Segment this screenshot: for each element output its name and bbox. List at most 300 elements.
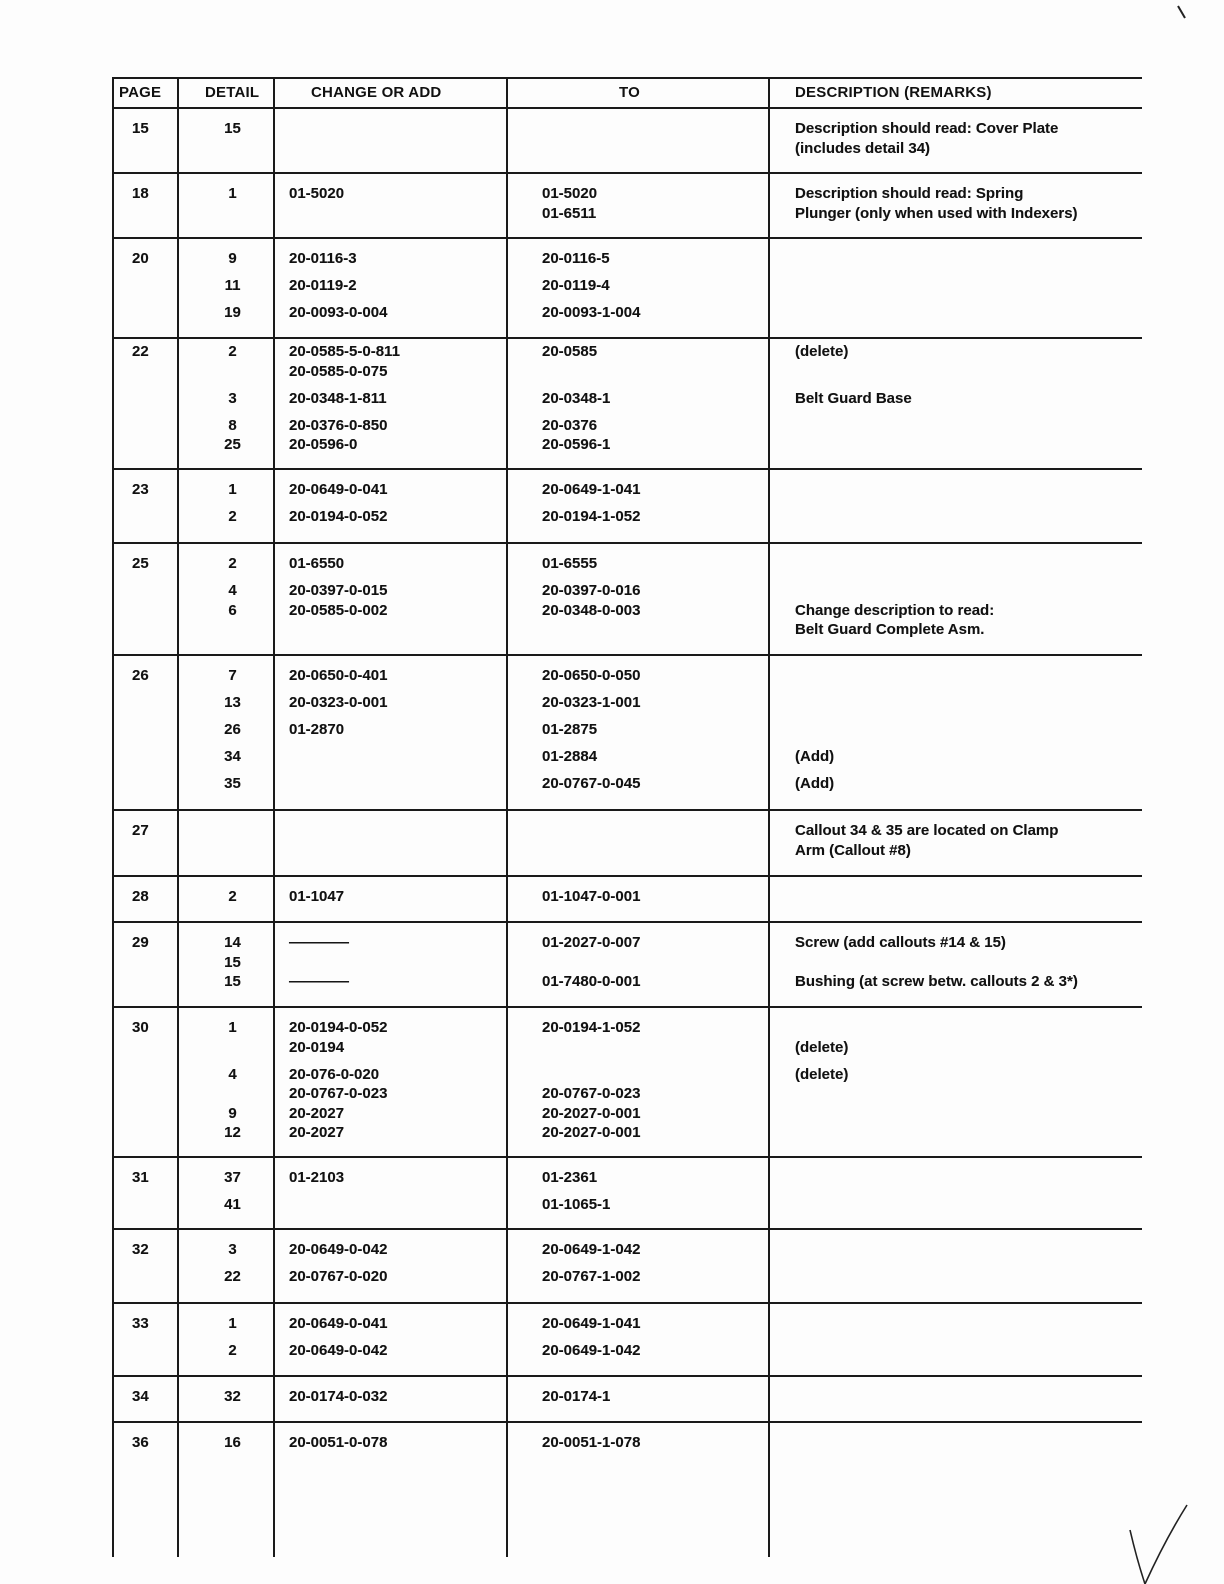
desc-text: Plunger (only when used with Indexers) [795, 204, 1078, 222]
detail-text: 12 [224, 1124, 241, 1141]
page-number: 31 [132, 1169, 149, 1186]
page-cell [112, 249, 177, 269]
detail-text: 3 [228, 1241, 237, 1258]
page-cell [112, 1433, 177, 1453]
change-cell [274, 1314, 507, 1334]
detail-cell [177, 1195, 274, 1215]
page-cell [112, 1314, 177, 1334]
scan-mark-icon [1176, 4, 1188, 20]
to-text: 20-0376 [542, 416, 598, 434]
to-text: 20-2027-0-001 [542, 1104, 641, 1122]
section-divider [112, 1375, 1142, 1377]
change-text: 20-0194-0-052 [289, 1019, 388, 1036]
desc-cell [769, 821, 1140, 860]
desc-cell [769, 1387, 1140, 1407]
page-cell [112, 1387, 177, 1407]
to-text: 20-0767-1-002 [542, 1268, 641, 1285]
page-cell [112, 933, 177, 992]
table-row [112, 774, 1142, 794]
to-cell [507, 1240, 769, 1260]
column-divider [177, 78, 179, 1557]
desc-cell [769, 1267, 1140, 1287]
page-number: 32 [132, 1241, 149, 1258]
page-number: 15 [132, 120, 149, 137]
section-divider [112, 1156, 1142, 1158]
desc-cell [769, 581, 1140, 640]
desc-cell [769, 507, 1140, 527]
to-cell [507, 1195, 769, 1215]
change-text: 20-2027 [289, 1104, 345, 1122]
page-number: 36 [132, 1434, 149, 1451]
page-number: 28 [132, 888, 149, 905]
detail-text: 11 [224, 277, 241, 294]
desc-text: (delete) [795, 1038, 849, 1056]
change-text: 20-0051-0-078 [289, 1434, 388, 1451]
header-detail: DETAIL [205, 84, 260, 101]
desc-cell [769, 1195, 1140, 1215]
detail-cell [177, 774, 274, 794]
table-row [112, 1341, 1142, 1361]
change-cell [274, 774, 507, 794]
change-text: 01-2870 [289, 721, 345, 738]
change-text: 20-0649-0-042 [289, 1241, 388, 1258]
change-text: 20-0348-1-811 [289, 389, 387, 407]
change-text: 20-0119-2 [289, 277, 357, 294]
desc-cell [769, 720, 1140, 740]
desc-text [795, 581, 1140, 601]
detail-text: 13 [224, 694, 241, 711]
table-row [112, 276, 1142, 296]
table-section-page-36 [112, 1422, 1142, 1557]
detail-cell [177, 480, 274, 500]
detail-text: 2 [228, 888, 237, 905]
section-divider [112, 1421, 1142, 1423]
to-text: 20-0348-0-003 [542, 601, 641, 619]
desc-text: Belt Guard Complete Asm. [795, 621, 985, 638]
desc-text: Bushing (at screw betw. callouts 2 & 3*) [795, 973, 1078, 990]
table-section-page-26 [112, 655, 1142, 810]
page-number: 23 [132, 481, 149, 498]
page-cell [112, 119, 177, 158]
page-cell [112, 389, 177, 409]
detail-text: 1 [228, 1315, 237, 1332]
page-cell [112, 720, 177, 740]
table-row [112, 720, 1142, 740]
change-text: 20-0596-0 [289, 436, 358, 453]
section-divider [112, 468, 1142, 470]
detail-text: 4 [228, 582, 237, 599]
table-section-page-30 [112, 1007, 1142, 1157]
page-cell [112, 507, 177, 527]
detail-text: 2 [228, 343, 237, 360]
desc-text: Change description to read: [795, 601, 995, 619]
change-cell [274, 554, 507, 574]
detail-cell [177, 554, 274, 574]
detail-text: 1 [228, 185, 237, 202]
desc-cell [769, 416, 1140, 455]
detail-cell [177, 887, 274, 907]
detail-cell [177, 933, 274, 992]
to-text: 01-2884 [542, 748, 598, 765]
page-cell [112, 581, 177, 640]
page-cell [112, 887, 177, 907]
to-cell [507, 249, 769, 269]
change-cell [274, 389, 507, 409]
detail-cell [177, 821, 274, 860]
to-cell [507, 416, 769, 455]
section-divider [112, 237, 1142, 239]
change-text: 01-6550 [289, 555, 345, 572]
table-row [112, 1240, 1142, 1260]
detail-cell [177, 1433, 274, 1453]
change-cell [274, 1267, 507, 1287]
detail-cell [177, 666, 274, 686]
table-section-page-20 [112, 238, 1142, 338]
page-cell [112, 821, 177, 860]
desc-cell [769, 249, 1140, 269]
to-text: 20-2027-0-001 [542, 1124, 641, 1141]
detail-text: 35 [224, 775, 241, 792]
to-text: 20-0116-5 [542, 250, 610, 267]
desc-text [795, 1123, 1140, 1143]
to-text: 20-0194-1-052 [542, 1019, 641, 1036]
change-cell [274, 1433, 507, 1453]
page-number: 18 [132, 185, 149, 202]
to-cell [507, 276, 769, 296]
page-cell [112, 1341, 177, 1361]
to-cell [507, 184, 769, 223]
detail-text: 6 [228, 601, 237, 619]
detail-cell [177, 1065, 274, 1143]
table-row [112, 581, 1142, 640]
detail-cell [177, 693, 274, 713]
to-cell [507, 303, 769, 323]
table-section-page-18 [112, 173, 1142, 238]
change-text: 20-0397-0-015 [289, 582, 388, 599]
change-text: 20-0585-5-0-811 [289, 343, 400, 360]
to-cell [507, 774, 769, 794]
desc-text: Description should read: Cover Plate [795, 120, 1059, 137]
table-row [112, 747, 1142, 767]
change-cell [274, 1018, 507, 1057]
detail-text: 22 [224, 1268, 241, 1285]
page-cell [112, 480, 177, 500]
desc-cell [769, 1018, 1140, 1057]
change-text: 20-0767-0-023 [289, 1085, 388, 1102]
table-row [112, 249, 1142, 269]
to-cell [507, 887, 769, 907]
to-cell [507, 554, 769, 574]
desc-cell [769, 693, 1140, 713]
detail-text: 37 [224, 1169, 241, 1186]
detail-cell [177, 249, 274, 269]
desc-text: Description should read: Spring [795, 185, 1024, 202]
detail-cell [177, 1018, 274, 1057]
detail-text: 8 [228, 416, 237, 434]
to-text: 20-0767-0-023 [542, 1085, 641, 1102]
to-text: 20-0397-0-016 [542, 582, 641, 599]
to-text: 01-5020 [542, 185, 598, 202]
to-cell [507, 1314, 769, 1334]
desc-cell [769, 389, 1140, 409]
detail-text: 32 [224, 1388, 241, 1405]
change-text: 20-076-0-020 [289, 1065, 380, 1083]
change-cell [274, 1240, 507, 1260]
to-text: 20-0119-4 [542, 277, 610, 294]
detail-cell [177, 1267, 274, 1287]
page-number: 25 [132, 555, 149, 572]
desc-cell [769, 184, 1140, 223]
change-cell [274, 887, 507, 907]
table-row [112, 184, 1142, 223]
detail-text: 15 [224, 973, 241, 990]
detail-cell [177, 1240, 274, 1260]
column-divider [273, 78, 275, 1557]
page-cell [112, 747, 177, 767]
table-row [112, 693, 1142, 713]
table-row [112, 821, 1142, 860]
detail-text: 2 [228, 555, 237, 572]
table-row [112, 1195, 1142, 1215]
change-text: 01-1047 [289, 888, 345, 905]
desc-text [795, 1104, 1140, 1124]
detail-cell [177, 416, 274, 455]
table-row [112, 887, 1142, 907]
to-text: 20-0596-1 [542, 436, 611, 453]
detail-cell [177, 342, 274, 381]
page-number: 29 [132, 934, 149, 951]
section-divider [112, 542, 1142, 544]
detail-cell [177, 184, 274, 223]
page-cell [112, 342, 177, 381]
table-row [112, 933, 1142, 992]
table-row [112, 342, 1142, 381]
detail-text: 14 [224, 934, 241, 951]
desc-cell [769, 480, 1140, 500]
detail-cell [177, 389, 274, 409]
change-text: 01-5020 [289, 185, 345, 202]
detail-text: 41 [224, 1196, 241, 1213]
table-section-page-33 [112, 1303, 1142, 1376]
to-text: 01-1047-0-001 [542, 888, 641, 905]
section-divider [112, 921, 1142, 923]
table-row [112, 507, 1142, 527]
detail-cell [177, 1168, 274, 1188]
table-row [112, 303, 1142, 323]
to-cell [507, 507, 769, 527]
change-text: 20-2027 [289, 1124, 345, 1141]
detail-text: 2 [228, 1342, 237, 1359]
page-number: 26 [132, 667, 149, 684]
change-cell [274, 184, 507, 223]
detail-cell [177, 507, 274, 527]
to-cell [507, 1018, 769, 1057]
detail-text: 9 [228, 250, 237, 267]
desc-text: Belt Guard Base [795, 389, 912, 407]
change-text: 20-0585-0-075 [289, 362, 388, 380]
section-divider [112, 809, 1142, 811]
section-divider [112, 875, 1142, 877]
table-top-border [112, 77, 1142, 79]
detail-cell [177, 1387, 274, 1407]
desc-cell [769, 119, 1140, 158]
change-cell [274, 1168, 507, 1188]
detail-text: 3 [228, 389, 237, 407]
change-text: 01-2103 [289, 1169, 345, 1186]
to-cell [507, 720, 769, 740]
page-cell [112, 554, 177, 574]
to-cell [507, 342, 769, 381]
page-cell [112, 184, 177, 223]
column-divider [112, 78, 114, 1557]
to-cell [507, 581, 769, 640]
page-cell [112, 1065, 177, 1143]
table-row [112, 1314, 1142, 1334]
change-text: 20-0585-0-002 [289, 601, 388, 619]
change-text: 20-0194 [289, 1038, 345, 1056]
detail-text: 2 [228, 508, 237, 525]
change-text: 20-0767-0-020 [289, 1268, 388, 1285]
detail-text: 26 [224, 721, 241, 738]
change-text: 20-0323-0-001 [289, 694, 388, 711]
detail-text: 15 [224, 120, 241, 137]
detail-cell [177, 581, 274, 640]
detail-cell [177, 303, 274, 323]
to-text: 01-2875 [542, 721, 598, 738]
desc-cell [769, 554, 1140, 574]
table-section-page-28 [112, 876, 1142, 922]
desc-text: Screw (add callouts #14 & 15) [795, 934, 1006, 951]
column-divider [506, 78, 508, 1557]
detail-cell [177, 276, 274, 296]
page-cell [112, 693, 177, 713]
table-section-page-25 [112, 543, 1142, 655]
table-row [112, 389, 1142, 409]
to-text: 20-0093-1-004 [542, 304, 641, 321]
table-row [112, 554, 1142, 574]
table-section-page-29 [112, 922, 1142, 1007]
page-cell [112, 303, 177, 323]
to-text: 01-6555 [542, 555, 598, 572]
section-divider [112, 654, 1142, 656]
to-cell [507, 1168, 769, 1188]
to-text: 20-0649-1-041 [542, 481, 641, 498]
desc-cell [769, 303, 1140, 323]
section-divider [112, 337, 1142, 339]
to-text: 20-0194-1-052 [542, 508, 641, 525]
to-text [542, 1038, 769, 1058]
detail-text [191, 1038, 274, 1058]
detail-text: 1 [228, 1019, 237, 1036]
table-row [112, 1018, 1142, 1057]
table-section-page-23 [112, 469, 1142, 543]
page-cell [112, 1240, 177, 1260]
to-text: 01-7480-0-001 [542, 973, 641, 990]
change-cell [274, 1065, 507, 1143]
change-cell [274, 342, 507, 381]
desc-cell [769, 342, 1140, 381]
change-cell [274, 1195, 507, 1215]
header-change-or-add: CHANGE OR ADD [311, 84, 442, 101]
to-text: 20-0174-1 [542, 1388, 611, 1405]
change-cell [274, 747, 507, 767]
to-cell [507, 933, 769, 992]
table-section-page-34 [112, 1376, 1142, 1422]
desc-cell [769, 1168, 1140, 1188]
desc-text [795, 1084, 1140, 1104]
desc-cell [769, 933, 1140, 992]
change-cell [274, 303, 507, 323]
change-cell [274, 249, 507, 269]
change-cell [274, 1387, 507, 1407]
change-cell [274, 507, 507, 527]
detail-text: 7 [228, 667, 237, 684]
to-cell [507, 821, 769, 860]
table-row [112, 416, 1142, 455]
table-row [112, 1168, 1142, 1188]
header-description: DESCRIPTION (REMARKS) [795, 84, 992, 101]
checkmark-icon [1125, 1500, 1195, 1584]
change-text: 20-0093-0-004 [289, 304, 388, 321]
to-text [542, 953, 769, 973]
section-divider [112, 1006, 1142, 1008]
to-text: 20-0649-1-042 [542, 1342, 641, 1359]
detail-cell [177, 119, 274, 158]
table-row [112, 1433, 1142, 1453]
to-cell [507, 693, 769, 713]
column-divider [768, 78, 770, 1557]
change-cell [274, 821, 507, 860]
to-cell [507, 1433, 769, 1453]
table-row [112, 480, 1142, 500]
change-cell [274, 933, 507, 992]
change-cell [274, 720, 507, 740]
change-text: 20-0649-0-042 [289, 1342, 388, 1359]
to-text: 20-0650-0-050 [542, 667, 641, 684]
to-text: 20-0767-0-045 [542, 775, 641, 792]
desc-text: (Add) [795, 775, 835, 792]
change-cell [274, 581, 507, 640]
table-section-page-15 [112, 108, 1142, 173]
change-text: 20-0174-0-032 [289, 1388, 388, 1405]
to-text: 01-2027-0-007 [542, 934, 641, 951]
to-cell [507, 1065, 769, 1143]
detail-text: 34 [224, 748, 241, 765]
change-cell [274, 416, 507, 455]
change-cell [274, 1341, 507, 1361]
to-cell [507, 1267, 769, 1287]
detail-cell [177, 1314, 274, 1334]
page-cell [112, 1018, 177, 1057]
table-section-page-31 [112, 1157, 1142, 1229]
to-cell [507, 747, 769, 767]
table-row [112, 1387, 1142, 1407]
change-text: 20-0649-0-041 [289, 481, 388, 498]
detail-text: 25 [224, 436, 241, 453]
table-row [112, 666, 1142, 686]
detail-cell [177, 1341, 274, 1361]
page-number: 30 [132, 1019, 149, 1036]
desc-cell [769, 276, 1140, 296]
section-divider [112, 172, 1142, 174]
desc-text [795, 1018, 1140, 1038]
change-cell [274, 276, 507, 296]
desc-cell [769, 774, 1140, 794]
desc-cell [769, 1065, 1140, 1143]
detail-cell [177, 747, 274, 767]
page-cell [112, 774, 177, 794]
change-text: 20-0376-0-850 [289, 416, 388, 434]
